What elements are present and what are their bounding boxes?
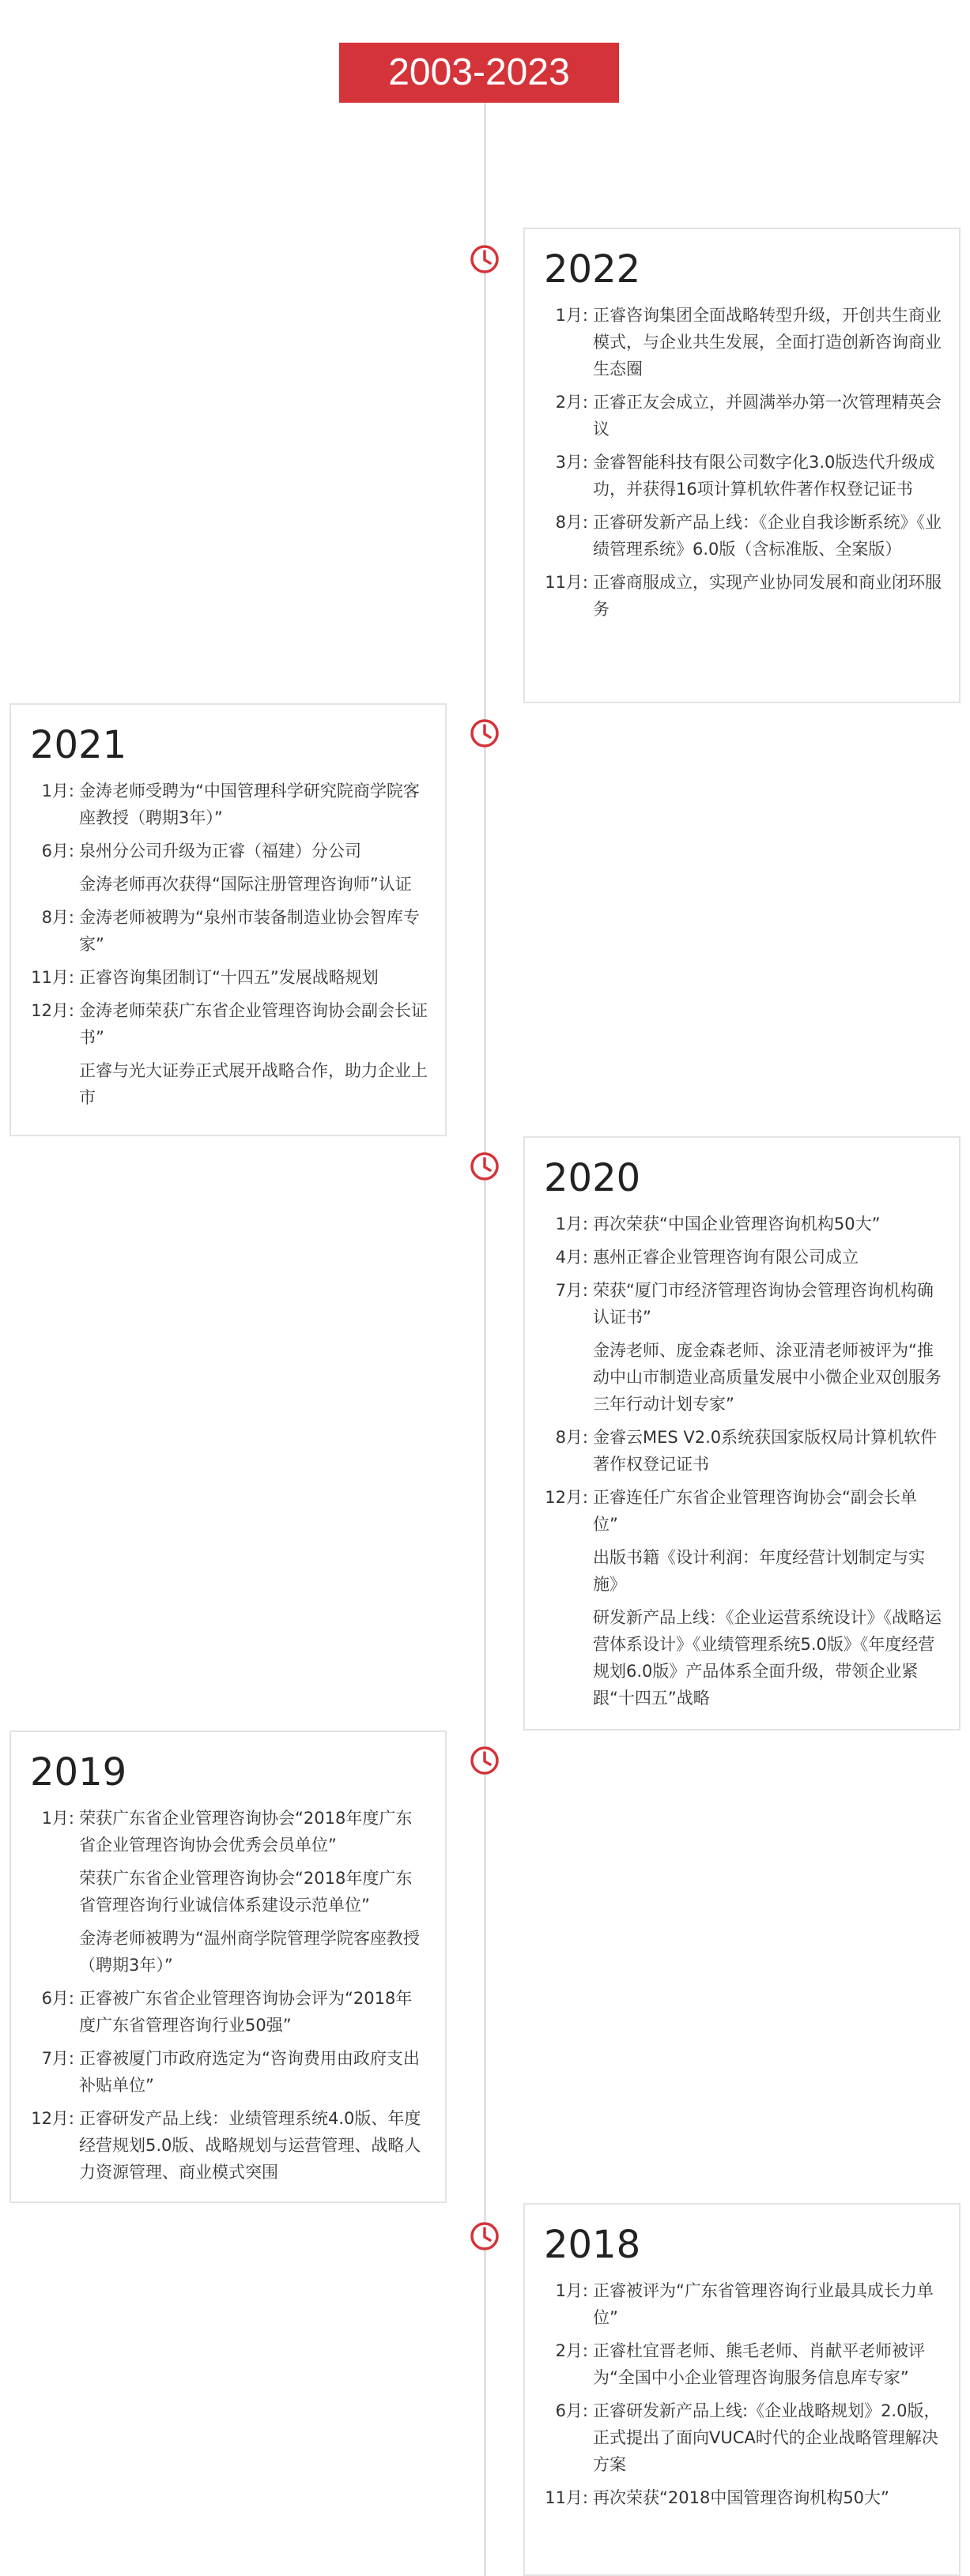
event-item	[27, 904, 428, 958]
event-month: 1月:	[555, 306, 588, 325]
event-month: 8月:	[41, 908, 74, 927]
event-text: 正睿与光大证券正式展开战略合作，助力企业上市	[79, 1061, 428, 1107]
event-item	[541, 1211, 942, 1237]
event-item	[541, 1484, 942, 1538]
year-title: 2020	[544, 1156, 641, 1200]
event-item	[27, 1985, 428, 2039]
event-item	[541, 449, 942, 503]
event-month: 8月:	[555, 513, 588, 532]
event-text: 金涛老师被聘为“温州商学院管理学院客座教授（聘期3年）”	[79, 1929, 420, 1975]
event-text: 正睿研发产品上线：业绩管理系统4.0版、年度经营规划5.0版、战略规划与运营管理、战略人力资源管理、商业模式突围	[79, 2109, 421, 2182]
year-title: 2022	[544, 247, 641, 292]
year-card-2018	[523, 2203, 961, 2576]
event-month: 4月:	[555, 1248, 588, 1267]
event-item	[27, 1805, 428, 1859]
event-item	[541, 2484, 942, 2511]
event-month: 1月:	[41, 1809, 74, 1828]
year-title: 2019	[30, 1750, 127, 1795]
event-text: 正睿正友会成立，并圆满举办第一次管理精英会议	[593, 393, 942, 439]
event-item	[27, 1057, 428, 1111]
event-month: 12月:	[545, 1488, 588, 1507]
event-item	[27, 964, 428, 991]
event-month: 6月:	[41, 842, 74, 861]
clock-icon	[469, 1745, 500, 1776]
event-month: 8月:	[555, 1428, 588, 1447]
event-month: 11月:	[31, 968, 74, 987]
event-month: 11月:	[545, 573, 588, 592]
event-text: 金涛老师受聘为“中国管理科学研究院商学院客座教授（聘期3年）”	[79, 781, 420, 827]
event-text: 正睿被厦门市政府选定为“咨询费用由政府支出补贴单位”	[79, 2049, 420, 2095]
year-title: 2018	[544, 2223, 641, 2267]
event-text: 正睿咨询集团制订“十四五”发展战略规划	[79, 968, 379, 987]
event-item	[541, 389, 942, 443]
event-month: 2月:	[555, 393, 588, 412]
clock-icon	[469, 243, 500, 275]
event-month: 12月:	[31, 2109, 74, 2128]
event-month: 12月:	[31, 1001, 74, 1020]
event-month: 1月:	[555, 2281, 588, 2300]
event-text: 正睿咨询集团全面战略转型升级，开创共生商业模式，与企业共生发展，全面打造创新咨询商业生态圈	[593, 306, 942, 378]
year-range-header: 2003-2023	[339, 43, 619, 103]
event-text: 研发新产品上线：《企业运营系统设计》《战略运营体系设计》《业绩管理系统5.0版》《年度经营规划6.0版》产品体系全面升级，带领企业紧跟“十四五”战略	[593, 1608, 942, 1708]
event-item	[541, 2397, 942, 2478]
event-item	[27, 2105, 428, 2186]
event-item	[541, 2277, 942, 2331]
event-item	[27, 1925, 428, 1979]
event-text: 金睿云MES V2.0系统获国家版权局计算机软件著作权登记证书	[593, 1428, 938, 1474]
event-text: 金涛老师荣获广东省企业管理咨询协会副会长证书”	[79, 1001, 428, 1047]
event-item	[27, 838, 428, 864]
event-text: 正睿连任广东省企业管理咨询协会“副会长单位”	[593, 1488, 917, 1534]
event-text: 荣获“厦门市经济管理咨询协会管理咨询机构确认证书”	[593, 1281, 934, 1327]
event-item	[27, 778, 428, 831]
event-month: 11月:	[545, 2488, 588, 2507]
event-text: 正睿被广东省企业管理咨询协会评为“2018年度广东省管理咨询行业50强”	[79, 1989, 413, 2035]
event-text: 正睿被评为“广东省管理咨询行业最具成长力单位”	[593, 2281, 934, 2327]
event-text: 再次荣获“中国企业管理咨询机构50大”	[593, 1215, 881, 1233]
event-item	[541, 1337, 942, 1418]
clock-icon	[469, 717, 500, 749]
event-item	[541, 1604, 942, 1712]
event-item	[27, 1865, 428, 1919]
event-item	[541, 1244, 942, 1271]
event-month: 6月:	[555, 2401, 588, 2420]
event-item	[541, 569, 942, 623]
event-item	[541, 2337, 942, 2391]
clock-icon	[469, 2220, 500, 2252]
event-item	[541, 509, 942, 563]
event-text: 正睿研发新产品上线:《企业战略规划》2.0版，正式提出了面向VUCA时代的企业战略管理解决方案	[593, 2401, 941, 2474]
year-card-2020	[523, 1136, 961, 1731]
event-item	[541, 1544, 942, 1598]
event-text: 再次荣获“2018中国管理咨询机构50大”	[593, 2488, 889, 2507]
event-item	[27, 2045, 428, 2099]
event-text: 正睿研发新产品上线：《企业自我诊断系统》《业绩管理系统》6.0版（含标准版、全案版）	[593, 513, 942, 559]
event-text: 荣获广东省企业管理咨询协会“2018年度广东省企业管理咨询协会优秀会员单位”	[79, 1809, 413, 1855]
event-item	[27, 871, 428, 898]
year-title: 2021	[30, 723, 127, 767]
event-item	[541, 1277, 942, 1331]
event-text: 金涛老师、庞金森老师、涂亚清老师被评为“推动中山市制造业高质量发展中小微企业双创服务三年行动计划专家”	[593, 1341, 942, 1414]
event-text: 出版书籍《设计利润：年度经营计划制定与实施》	[593, 1548, 925, 1594]
event-month: 1月:	[555, 1215, 588, 1233]
event-text: 泉州分公司升级为正睿（福建）分公司	[79, 842, 361, 861]
event-item	[541, 302, 942, 382]
event-text: 正睿商服成立，实现产业协同发展和商业闭环服务	[593, 573, 942, 619]
year-card-2019	[9, 1731, 447, 2203]
event-text: 金涛老师再次获得“国际注册管理咨询师”认证	[79, 875, 412, 894]
year-card-2021	[9, 703, 447, 1136]
event-text: 正睿杜宜晋老师、熊毛老师、肖献平老师被评为“全国中小企业管理咨询服务信息库专家”	[593, 2341, 925, 2387]
event-month: 6月:	[41, 1989, 74, 2008]
event-month: 7月:	[555, 1281, 588, 1300]
event-item	[541, 1424, 942, 1478]
timeline-axis	[484, 103, 486, 2576]
event-month: 3月:	[555, 453, 588, 472]
event-month: 7月:	[41, 2049, 74, 2068]
event-text: 荣获广东省企业管理咨询协会“2018年度广东省管理咨询行业诚信体系建设示范单位”	[79, 1869, 413, 1915]
year-card-2022	[523, 228, 961, 703]
clock-icon	[469, 1151, 500, 1182]
event-text: 惠州正睿企业管理咨询有限公司成立	[593, 1248, 859, 1267]
event-month: 1月:	[41, 781, 74, 800]
event-text: 金涛老师被聘为“泉州市装备制造业协会智库专家”	[79, 908, 420, 954]
event-item	[27, 997, 428, 1051]
event-text: 金睿智能科技有限公司数字化3.0版迭代升级成功，并获得16项计算机软件著作权登记证书	[593, 453, 935, 499]
event-month: 2月:	[555, 2341, 588, 2360]
